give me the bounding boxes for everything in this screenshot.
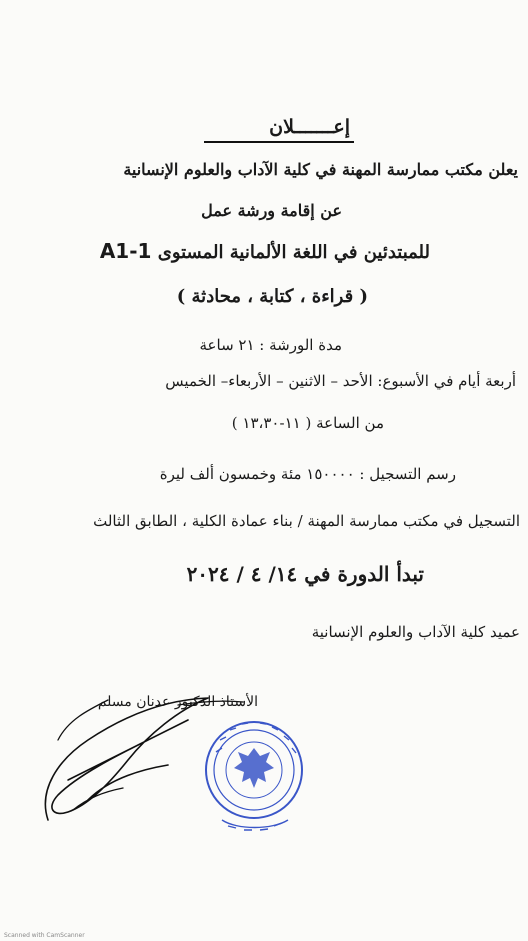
skills-line: ( قراءة ، كتابة ، محادثة ) <box>176 286 368 307</box>
duration-line: مدة الورشة : ٢١ ساعة <box>199 336 342 354</box>
signatory-line: الأستاذ الدكتور عدنان مسلم <box>97 694 258 710</box>
footer-note: Scanned with CamScanner <box>4 932 85 939</box>
level-text: للمبتدئين في اللغة الألمانية المستوى <box>157 242 430 263</box>
registration-line: التسجيل في مكتب ممارسة المهنة / بناء عمادة الكلية ، الطابق الثالث <box>93 512 520 530</box>
announcing-office-line: يعلن مكتب ممارسة المهنة في كلية الآداب والعلوم الإنسانية <box>123 160 518 179</box>
official-stamp <box>202 716 306 836</box>
announcement-title: إعـــــــلان <box>269 116 350 138</box>
workshop-line: عن إقامة ورشة عمل <box>201 201 342 220</box>
level-line <box>100 239 430 263</box>
fee-line: رسم التسجيل : ١٥٠٠٠٠ مئة وخمسون ألف ليرة <box>159 465 456 483</box>
level-code: A1-1 <box>99 239 152 263</box>
start-date-line: تبدأ الدورة في ١٤/ ٤ / ٢٠٢٤ <box>186 562 424 586</box>
hours-line: من الساعة ( ١١-١٣،٣٠ ) <box>231 414 384 432</box>
title-underline <box>204 141 354 143</box>
dean-title-line: عميد كلية الآداب والعلوم الإنسانية <box>311 623 520 641</box>
days-line: أربعة أيام في الأسبوع: الأحد – الاثنين – الأربعاء– الخميس <box>165 372 516 390</box>
